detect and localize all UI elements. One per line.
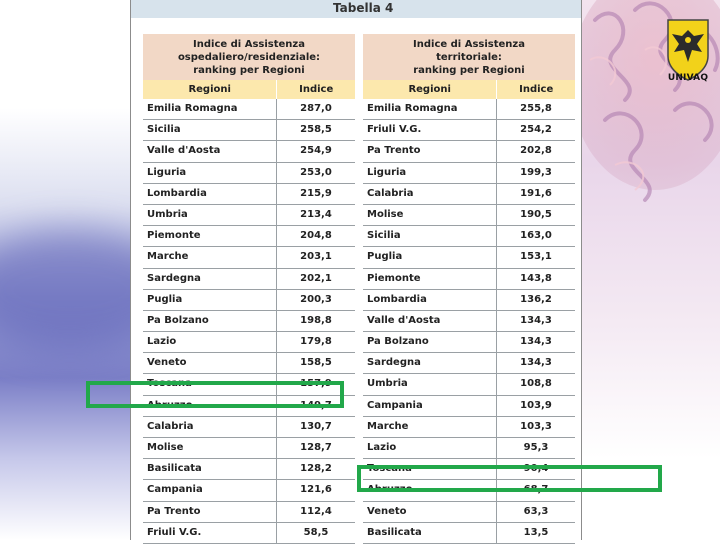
cell-region: Piemonte xyxy=(143,226,277,246)
cell-index: 179,8 xyxy=(300,336,332,348)
cell-region: Toscana xyxy=(363,459,497,479)
cell-index: 215,9 xyxy=(300,187,332,199)
cell-index: 128,2 xyxy=(300,463,332,475)
cell-region: Friuli V.G. xyxy=(363,120,497,140)
slide-background-left xyxy=(0,0,130,540)
cell-region: Veneto xyxy=(363,502,497,522)
cell-index: 136,2 xyxy=(520,293,552,305)
cell-index: 108,8 xyxy=(520,378,552,390)
cell-index: 149,7 xyxy=(300,399,332,411)
cell-index: 198,8 xyxy=(300,314,332,326)
column-indice: Indice xyxy=(299,84,334,95)
cell-index: 121,6 xyxy=(300,484,332,496)
cell-index: 202,1 xyxy=(300,272,332,284)
cell-index: 157,9 xyxy=(300,378,332,390)
logo-label: UNIVAQ xyxy=(667,73,709,83)
table-row xyxy=(363,523,575,544)
table-row xyxy=(363,99,575,120)
table-row xyxy=(143,290,355,311)
cell-region: Emilia Romagna xyxy=(143,99,277,119)
header-line: Indice di Assistenza xyxy=(193,39,305,50)
cell-region: Friuli V.G. xyxy=(143,523,277,543)
table-row xyxy=(363,332,575,353)
table-row xyxy=(363,269,575,290)
cell-region: Abruzzo xyxy=(143,396,277,416)
cell-index: 199,3 xyxy=(520,166,552,178)
column-indice: Indice xyxy=(519,84,554,95)
table-row xyxy=(143,184,355,205)
cell-region: Valle d'Aosta xyxy=(363,311,497,331)
cell-index: 254,9 xyxy=(300,145,332,157)
table-row xyxy=(143,459,355,480)
highlight-abruzzo-ospedaliero xyxy=(86,381,344,408)
cell-region: Liguria xyxy=(143,163,277,183)
table-row xyxy=(363,226,575,247)
table-row xyxy=(363,417,575,438)
document-scan xyxy=(130,0,582,540)
cell-region: Veneto xyxy=(143,353,277,373)
cell-region: Lombardia xyxy=(143,184,277,204)
table-row xyxy=(363,163,575,184)
cell-region: Sicilia xyxy=(363,226,497,246)
cell-region: Campania xyxy=(143,480,277,500)
cell-index: 95,3 xyxy=(523,442,549,453)
table-row xyxy=(363,290,575,311)
table-row xyxy=(143,269,355,290)
column-headers xyxy=(143,80,355,99)
header-line: territoriale: xyxy=(436,52,502,63)
table-row xyxy=(143,417,355,438)
table-row xyxy=(363,438,575,459)
cell-index: 13,5 xyxy=(523,526,549,538)
cell-region: Umbria xyxy=(143,205,277,225)
cell-index: 58,5 xyxy=(303,526,329,538)
cell-region: Sardegna xyxy=(363,353,497,373)
cell-region: Lombardia xyxy=(363,290,497,310)
cell-index: 203,1 xyxy=(300,251,332,263)
table-row xyxy=(143,99,355,120)
column-headers xyxy=(363,80,575,99)
cell-region: Puglia xyxy=(363,247,497,267)
cell-index: 153,1 xyxy=(520,251,552,263)
table-row xyxy=(363,120,575,141)
table-row xyxy=(363,502,575,523)
cell-region: Marche xyxy=(363,417,497,437)
cell-index: 134,3 xyxy=(520,336,552,348)
cell-region: Valle d'Aosta xyxy=(143,141,277,161)
cell-region: Abruzzo xyxy=(363,480,497,500)
cell-region: Sardegna xyxy=(143,269,277,289)
cell-index: 103,3 xyxy=(520,420,552,432)
table-row xyxy=(143,163,355,184)
cell-index: 204,8 xyxy=(300,230,332,242)
cell-region: Toscana xyxy=(143,374,277,394)
table-row xyxy=(363,184,575,205)
cell-index: 200,3 xyxy=(300,293,332,305)
table-row xyxy=(143,353,355,374)
header-line: ranking per Regioni xyxy=(413,65,525,76)
cell-index: 68,7 xyxy=(523,484,549,496)
table-row xyxy=(143,205,355,226)
cell-index: 191,6 xyxy=(520,187,552,199)
document-title-bar xyxy=(131,0,581,18)
cell-region: Marche xyxy=(143,247,277,267)
table-row xyxy=(143,480,355,501)
cell-region: Pa Trento xyxy=(143,502,277,522)
cell-index: 163,0 xyxy=(520,230,552,242)
table-row xyxy=(363,353,575,374)
cell-region: Basilicata xyxy=(363,523,497,543)
table-row xyxy=(363,396,575,417)
cell-index: 202,8 xyxy=(520,145,552,157)
table-header-ospedaliero xyxy=(143,34,355,80)
cell-region: Molise xyxy=(363,205,497,225)
cell-region: Pa Bolzano xyxy=(363,332,497,352)
cell-index: 90,4 xyxy=(523,463,549,475)
cell-index: 112,4 xyxy=(300,505,332,517)
table-row xyxy=(143,120,355,141)
cell-index: 254,2 xyxy=(520,124,552,136)
cell-index: 143,8 xyxy=(520,272,552,284)
cell-index: 158,5 xyxy=(300,357,332,369)
table-row xyxy=(143,438,355,459)
table-row xyxy=(363,247,575,268)
header-line: Indice di Assistenza xyxy=(413,39,525,50)
column-regioni: Regioni xyxy=(363,80,497,99)
cell-index: 130,7 xyxy=(300,420,332,432)
table-row xyxy=(143,523,355,544)
cell-index: 213,4 xyxy=(300,208,332,220)
table-row xyxy=(363,374,575,395)
cell-region: Lazio xyxy=(363,438,497,458)
cell-region: Emilia Romagna xyxy=(363,99,497,119)
cell-index: 190,5 xyxy=(520,208,552,220)
cell-region: Pa Trento xyxy=(363,141,497,161)
cell-index: 128,7 xyxy=(300,442,332,453)
cell-region: Piemonte xyxy=(363,269,497,289)
cell-region: Campania xyxy=(363,396,497,416)
cell-index: 253,0 xyxy=(300,166,332,178)
table-row xyxy=(143,226,355,247)
cell-region: Sicilia xyxy=(143,120,277,140)
header-line: ranking per Regioni xyxy=(193,65,305,76)
document-title: Tabella 4 xyxy=(333,1,394,15)
table-body xyxy=(143,99,355,544)
highlight-abruzzo-territoriale xyxy=(357,465,662,492)
table-row xyxy=(143,311,355,332)
cell-index: 63,3 xyxy=(523,505,549,517)
table-row xyxy=(143,141,355,162)
header-line: ospedaliero/residenziale: xyxy=(177,52,321,63)
cell-index: 134,3 xyxy=(520,357,552,369)
table-row xyxy=(143,502,355,523)
cell-region: Liguria xyxy=(363,163,497,183)
cell-index: 255,8 xyxy=(520,103,552,114)
table-row xyxy=(363,311,575,332)
cell-region: Molise xyxy=(143,438,277,458)
cell-region: Basilicata xyxy=(143,459,277,479)
table-row xyxy=(363,141,575,162)
cell-region: Puglia xyxy=(143,290,277,310)
column-regioni: Regioni xyxy=(143,80,277,99)
table-row xyxy=(363,205,575,226)
cell-region: Umbria xyxy=(363,374,497,394)
table-row xyxy=(143,332,355,353)
cell-region: Lazio xyxy=(143,332,277,352)
cell-index: 103,9 xyxy=(520,399,552,411)
cell-index: 134,3 xyxy=(520,314,552,326)
cell-region: Calabria xyxy=(143,417,277,437)
table-ospedaliero xyxy=(143,34,355,544)
table-header-territoriale xyxy=(363,34,575,80)
cell-index: 258,5 xyxy=(300,124,332,136)
cell-region: Pa Bolzano xyxy=(143,311,277,331)
cell-index: 287,0 xyxy=(300,103,332,114)
cell-region: Calabria xyxy=(363,184,497,204)
table-row xyxy=(143,247,355,268)
